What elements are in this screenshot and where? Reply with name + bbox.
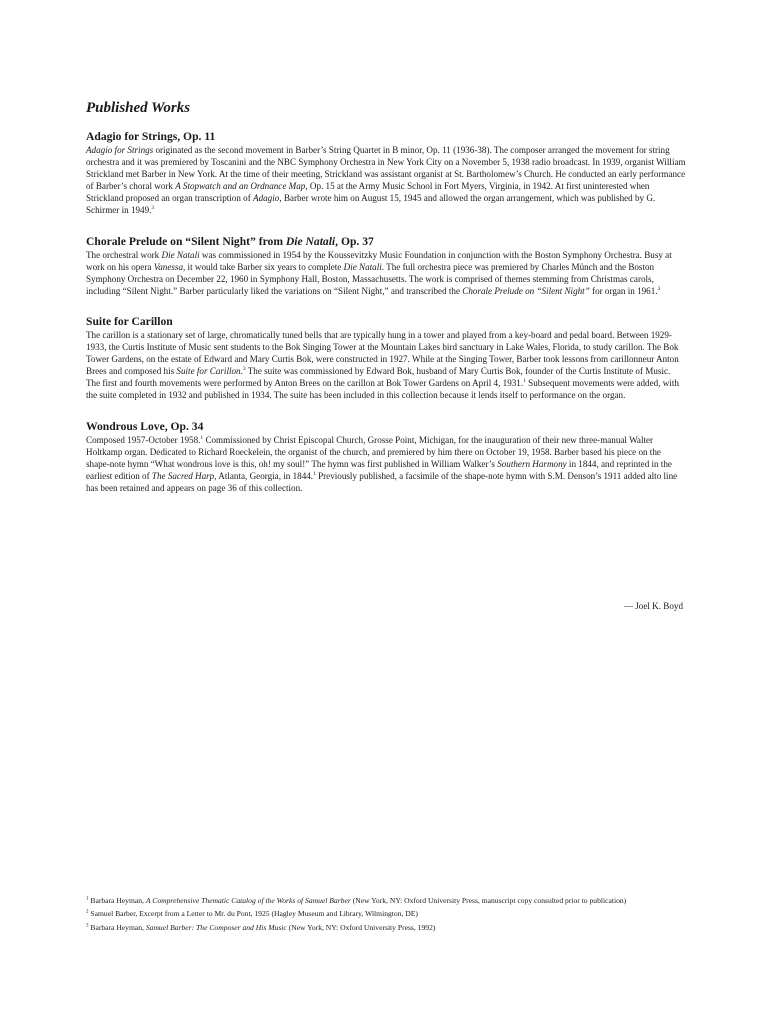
text-run: , Atlanta, Georgia, in 1844.: [214, 470, 314, 481]
section-body: [86, 249, 686, 297]
text-run: Die Natali: [285, 234, 336, 248]
section-suite-for-carillon: [86, 315, 686, 402]
footnote-ref: 3: [657, 285, 661, 292]
section-body: [86, 434, 686, 494]
footnote-ref: 1: [313, 470, 316, 477]
author-signature: — Joel K. Boyd: [623, 601, 683, 611]
text-run: A Comprehensive Thematic Catalog of the Works of Samuel Barber: [145, 896, 351, 905]
document-page: [86, 100, 686, 512]
text-run: Die Natali: [161, 249, 200, 260]
footnote-ref: 3: [242, 366, 246, 373]
text-run: Adagio: [253, 193, 280, 204]
text-run: Composed 1957-October 1958.: [86, 434, 201, 445]
footnote-3: [86, 923, 646, 933]
text-run: Commissioned by Christ Episcopal Church, Grosse Point, Michigan, for the inauguration of their new three-manual Walter Holtkamp organ. Dedicated to Richard Roeckelein, the organist of the church, and premiered by him there on October 19, 1958. Barber based his piece on the shape-note hymn “What wondrous love is this, oh! my soul!” The hymn was first published in William Walker’s: [86, 434, 661, 469]
section-heading: Suite for Carillon: [86, 314, 173, 328]
text-run: (New York, NY: Oxford University Press, 1992): [286, 922, 436, 932]
footnotes: [86, 896, 646, 936]
section-heading: [86, 235, 686, 249]
footnote-2: [86, 909, 646, 919]
section-body: [86, 329, 686, 402]
text-run: Chorale Prelude on “Silent Night” from: [86, 234, 286, 248]
text-run: The carillon is a stationary set of large, chromatically tuned bells that are typically hung in a tower and played from a key-board and pedal board. Between 1929-1933, the Curtis Institute of Music sent students to the Bok Singing Tower at the Mountain Lakes bird sanctuary in Lake Wales, Florida, to study carillon. The Bok Tower Gardens, on the estate of Edward and Mary Curtis Bok, were constructed in 1927. While at the Singing Tower, Barber took lessons from carillonneur Anton Brees and composed his: [86, 329, 679, 377]
footnote-number: 3: [86, 923, 89, 929]
text-run: A Stopwatch and an Ordnance Map: [175, 181, 306, 192]
section-heading: Wondrous Love, Op. 34: [86, 419, 204, 433]
text-run: Samuel Barber: The Composer and His Music: [145, 922, 287, 932]
text-run: originated as the second movement in Barber’s String Quartet in B minor, Op. 11 (1936-38). The composer arranged the movement for string orchestra and it was premiered by Toscanini and the NBC Symphony Orchestra in New York City on a November 5, 1938 radio broadcast. In 1939, organist William Strickland met Barber in New York. At the time of their meeting, Strickland was assistant organist at St. Bartholomew’s Church. He conducted an early performance of Barber’s choral work: [86, 145, 686, 192]
text-run: (New York, NY: Oxford University Press, manuscript copy consulted prior to publication): [350, 896, 627, 905]
text-run: The Sacred Harp: [151, 470, 215, 481]
footnote-text: [89, 909, 418, 918]
footnote-text: [89, 896, 627, 905]
section-body: [86, 144, 686, 217]
text-run: Adagio for Strings: [86, 145, 154, 155]
text-run: , Op. 37: [335, 234, 374, 248]
footnote-ref: 1: [200, 434, 204, 441]
text-run: Chorale Prelude on “Silent Night”: [462, 285, 590, 296]
section-adagio: [86, 130, 686, 217]
text-run: Samuel Barber, Excerpt from a Letter to Mr. du Pont, 1925 (Hagley Museum and Library, Wilmington, DE): [88, 909, 418, 919]
text-run: Subsequent movements were added, with the suite completed in 1932 and published in 1934. The suite has been included in this collection because it lends itself to performance on the organ.: [86, 378, 679, 401]
footnote-text: [89, 923, 436, 932]
text-run: Suite for Carillon: [176, 366, 241, 377]
text-run: Southern Harmony: [497, 458, 567, 469]
section-chorale-prelude: [86, 235, 686, 297]
text-run: Previously published, a facsimile of the shape-note hymn with S.M. Denson’s 1911 added alto line has been retained and appears on page 36 of this collection.: [86, 470, 678, 493]
text-run: The suite was commissioned by Edward Bok, husband of Mary Curtis Bok, founder of the Curtis Institute of Music. The first and fourth movements were performed by Anton Brees on the carillon at Bok Tower Gardens on April 4, 1931.: [86, 366, 671, 389]
text-run: Vanessa: [153, 261, 183, 272]
footnote-number: 1: [86, 896, 89, 902]
text-run: , Barber wrote him on August 15, 1945 and allowed the organ arrangement, which was published by G. Schirmer in 1949.: [86, 193, 656, 216]
text-run: was commissioned in 1954 by the Koussevitzky Music Foundation in conjunction with the Boston Symphony Orchestra. Busy at work on his opera: [86, 249, 672, 272]
text-run: in 1844, and reprinted in the earliest edition of: [86, 458, 672, 481]
text-run: , Op. 15 at the Army Music School in Fort Myers, Virginia, in 1942. At first uninterested when Strickland proposed an organ transcription of: [86, 181, 650, 204]
text-run: Barbara Heyman,: [88, 896, 146, 905]
section-heading: Adagio for Strings, Op. 11: [86, 130, 216, 143]
footnote-number: 2: [86, 909, 89, 915]
footnote-ref: 1: [523, 378, 526, 385]
text-run: for organ in 1961.: [589, 285, 658, 296]
text-run: , it would take Barber six years to complete: [183, 261, 344, 272]
text-run: The orchestral work: [86, 249, 162, 260]
text-run: Die Natali: [343, 261, 382, 272]
footnote-1: [86, 896, 646, 906]
footnote-ref: 3: [151, 205, 155, 212]
page-title: Published Works: [86, 100, 191, 116]
text-run: .: [240, 366, 243, 377]
text-run: . The full orchestra piece was premiered by Charles Münch and the Boston Symphony Orchestra on December 22, 1960 in Symphony Hall, Boston, Massachusetts. The work is comprised of themes stemming from Christmas carols, including “Silent Night.” Barber particularly liked the variations on “Silent Night,” and transcribed the: [86, 261, 655, 296]
text-run: Barbara Heyman,: [88, 922, 146, 932]
section-wondrous-love: [86, 420, 686, 494]
